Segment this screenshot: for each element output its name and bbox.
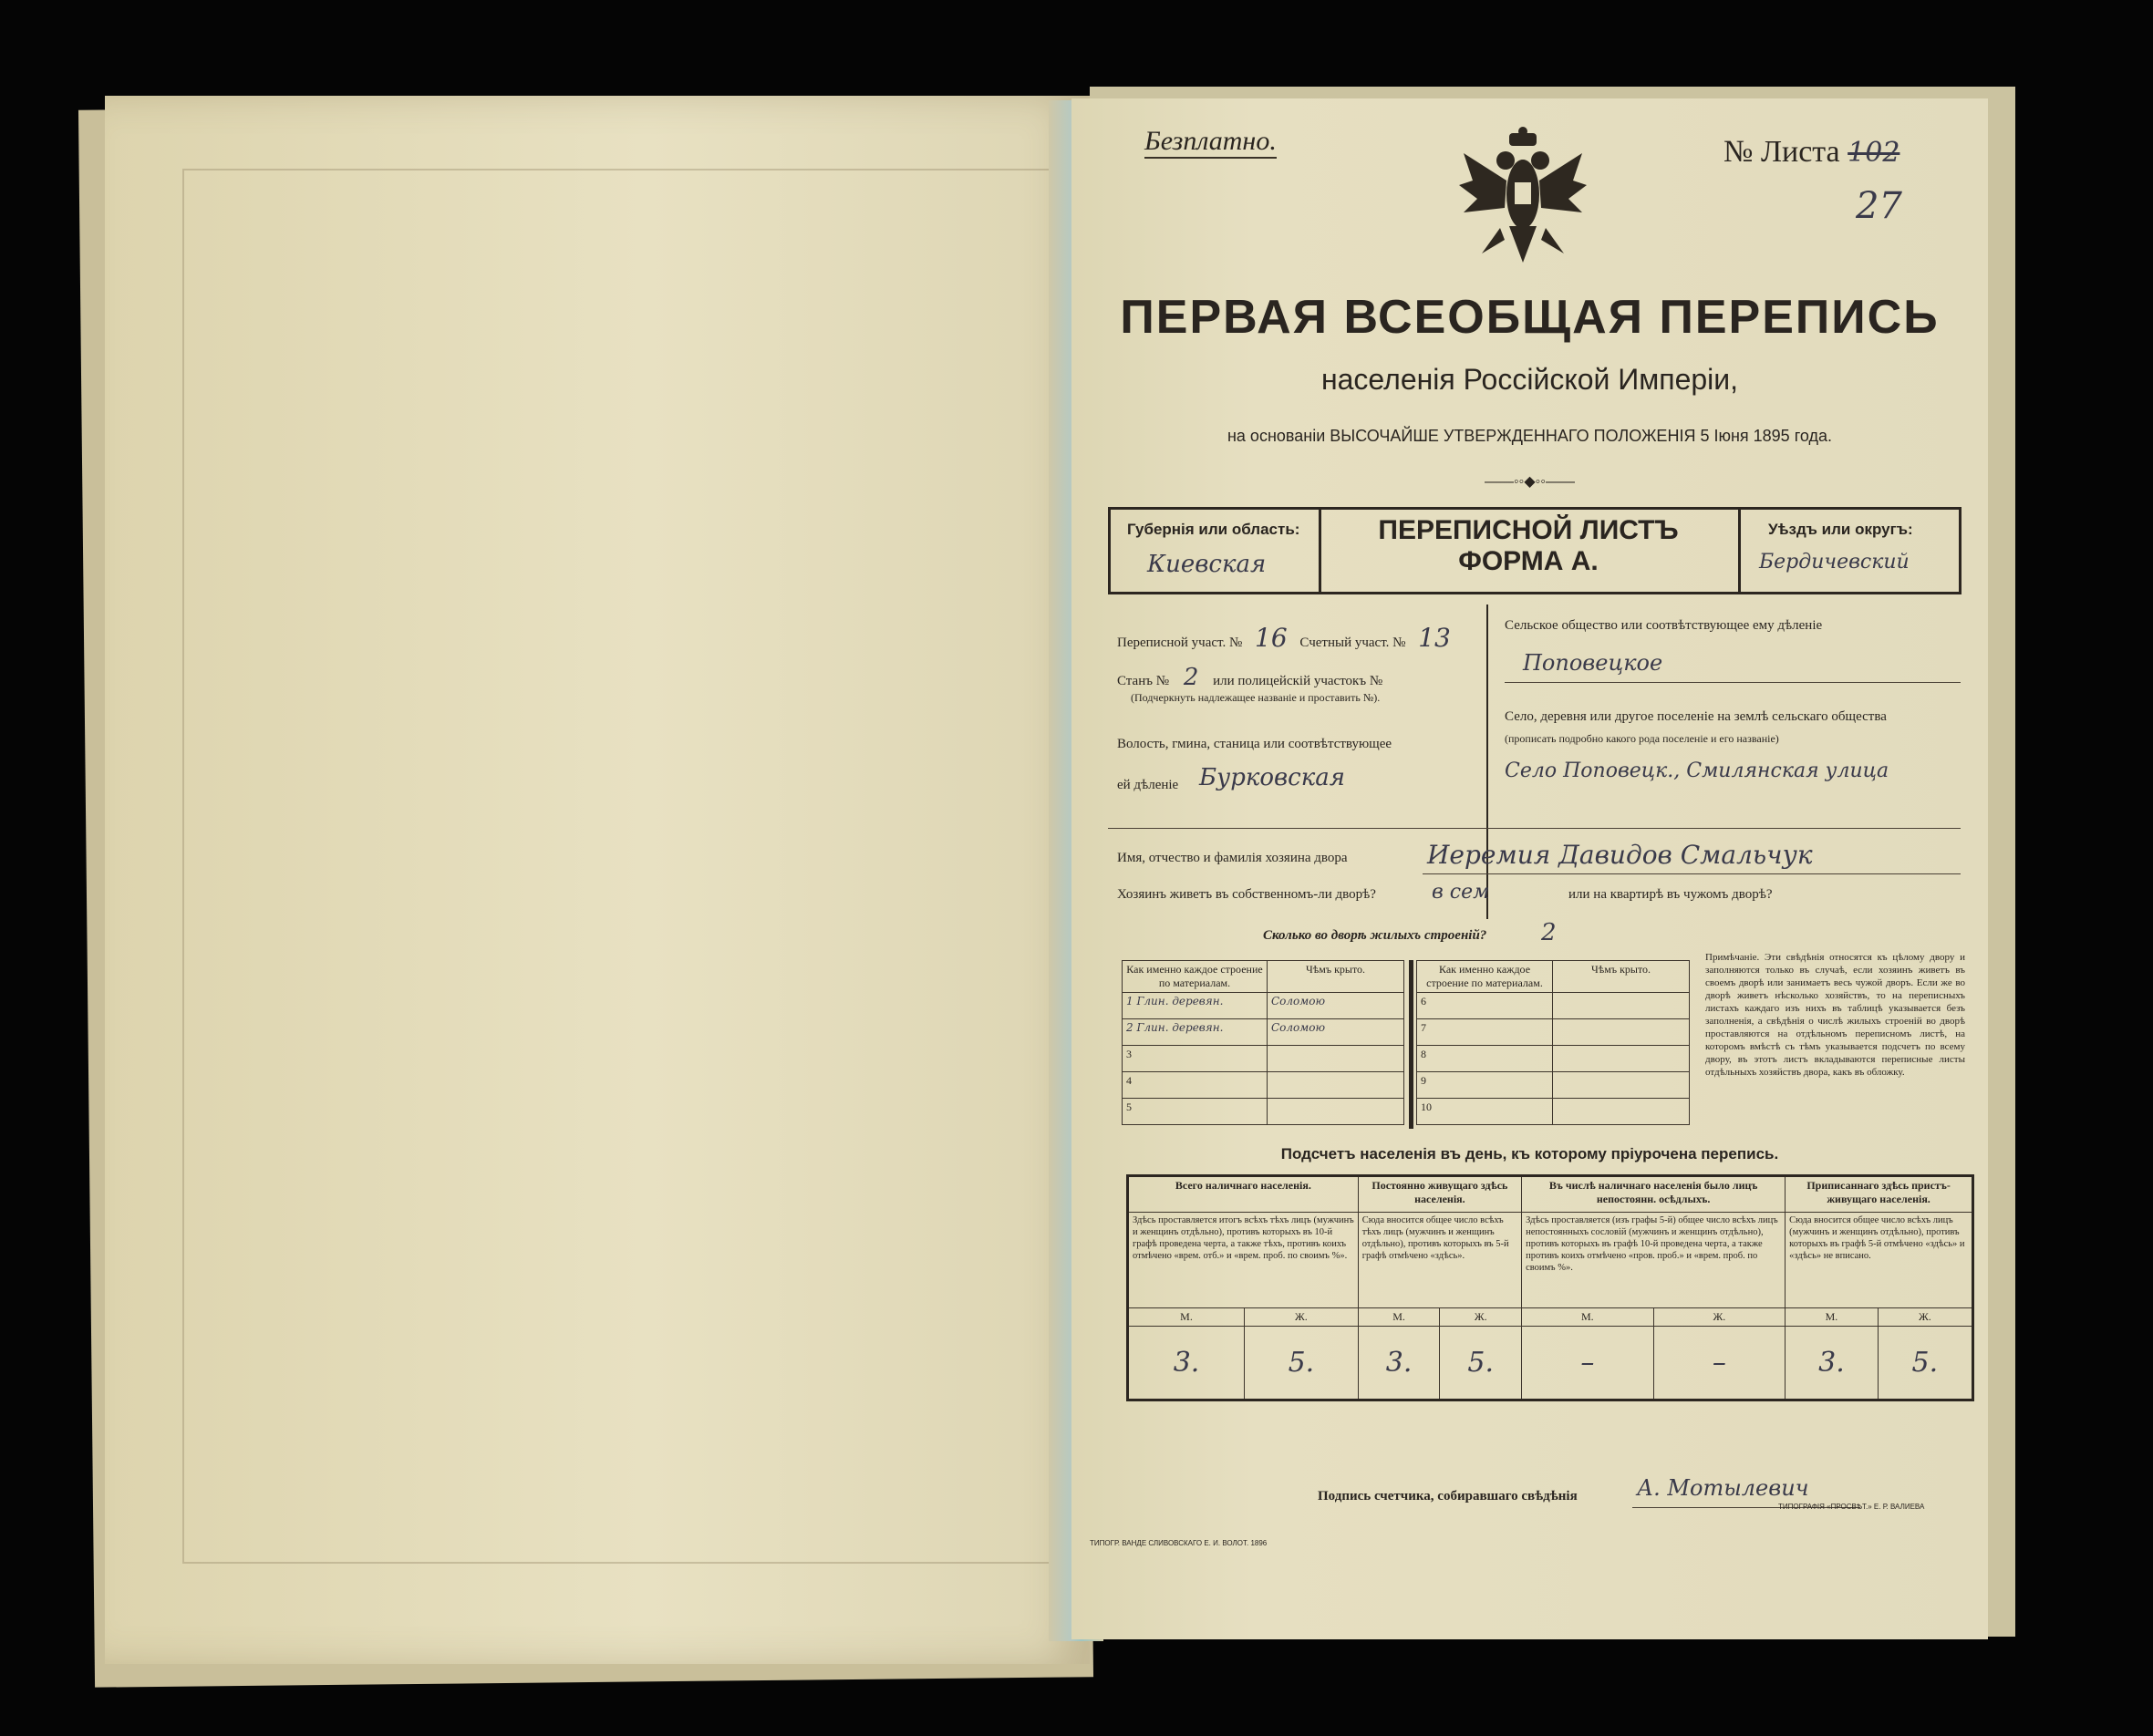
- male-label: М.: [1522, 1308, 1654, 1327]
- buildings-col-roof-right: Чѣмъ крыто.: [1553, 961, 1690, 993]
- society-label: Сельское общество или соотвѣтствующее ему дѣленіе: [1505, 618, 1823, 633]
- volost-label-2: ей дѣленіе: [1117, 778, 1179, 792]
- imperial-eagle-emblem: [1454, 126, 1591, 272]
- free-label: Безплатно.: [1144, 126, 1277, 159]
- left-page-frame: [182, 169, 1053, 1564]
- female-count: 5.: [1245, 1327, 1359, 1400]
- owner-lives-value: в сем: [1432, 881, 1490, 904]
- count-section-label: Счетный участ. №: [1299, 636, 1406, 650]
- village-note: (прописать подробно какого рода поселеніе и его названіе): [1505, 732, 1779, 745]
- buildings-label: Сколько во дворѣ жилыхъ строеній?: [1263, 928, 1487, 943]
- signature-label: Подпись счетчика, собиравшаго свѣдѣнія: [1318, 1489, 1578, 1504]
- male-count: 3.: [1786, 1327, 1879, 1400]
- owner-name-label: Имя, отчество и фамилія хозяина двора: [1117, 851, 1348, 865]
- summary-heading: Подсчетъ населенія въ день, къ которому пріурочена перепись.: [1280, 1145, 1779, 1162]
- village-value: Село Поповецк., Смилянская улица: [1505, 760, 1889, 782]
- building-row: 9: [1417, 1072, 1690, 1099]
- stan-value: 2: [1183, 664, 1199, 691]
- male-count: 3.: [1128, 1327, 1245, 1400]
- form-title-line1: ПЕРЕПИСНОЙ ЛИСТЪ: [1378, 515, 1679, 545]
- building-row: 10: [1417, 1099, 1690, 1125]
- female-count: –: [1653, 1327, 1786, 1400]
- divider-ornament: ——◦◦◆◦◦——: [1485, 474, 1575, 490]
- left-blank-page: [105, 96, 1090, 1664]
- census-section-label: Переписной участ. №: [1117, 636, 1243, 650]
- volost-label: Волость, гмина, станица или соотвѣтствующее: [1117, 737, 1392, 751]
- male-count: 3.: [1358, 1327, 1440, 1400]
- buildings-value: 2: [1541, 919, 1557, 946]
- owner-name-value: Иеремия Давидов Смальчук: [1427, 840, 1813, 870]
- male-label: М.: [1128, 1308, 1245, 1327]
- summary-col-desc: Здѣсь проставляется (изъ графы 5-й) общее число всѣхъ лицъ непостоянныхъ сословій (мужчинъ и женщинъ отдѣльно), противъ которыхъ въ графѣ 10-й проведена черта, а также противъ коихъ отмѣчено «пров. проб.» и «врем. проб. по своимъ %».: [1522, 1213, 1786, 1308]
- summary-col-desc: Сюда вносится общее число всѣхъ лицъ (мужчинъ и женщинъ отдѣльно), противъ которыхъ въ графѣ 5-й отмѣчено «здѣсь» и «здѣсь» не вписано.: [1786, 1213, 1973, 1308]
- population-summary-table: [1126, 1174, 1974, 1401]
- building-row: 1 Глин. деревян. Соломою: [1123, 993, 1404, 1019]
- count-section-value: 13: [1418, 623, 1451, 653]
- owner-lives-label: Хозяинъ живетъ въ собственномъ-ли дворѣ?: [1117, 887, 1376, 902]
- female-count: 5.: [1878, 1327, 1972, 1400]
- census-section-value: 16: [1255, 623, 1288, 653]
- building-row: 6: [1417, 993, 1690, 1019]
- location-bottom-line: [1108, 828, 1961, 829]
- female-label: Ж.: [1440, 1308, 1522, 1327]
- male-label: М.: [1358, 1308, 1440, 1327]
- province-value: Киевская: [1147, 551, 1267, 578]
- buildings-col-roof: Чѣмъ крыто.: [1268, 961, 1404, 993]
- sheet-number-old: 102: [1848, 137, 1900, 169]
- form-title-cell: [1319, 510, 1738, 592]
- village-label: Село, деревня или другое поселеніе на землѣ сельскаго общества: [1505, 709, 1887, 724]
- buildings-col-name: Как именно каждое строение по материалам.: [1123, 961, 1268, 993]
- buildings-table-left: [1122, 960, 1404, 1125]
- owner-rent-label: или на квартирѣ въ чужомъ дворѣ?: [1568, 887, 1773, 902]
- summary-col-desc: Здѣсь проставляется итогъ всѣхъ тѣхъ лицъ (мужчинъ и женщинъ отдѣльно), противъ которыхъ въ 10-й графѣ проведена черта, а также тѣхъ, противъ коихъ отмѣчено «врем. отб.» и «врем. проб. по своимъ %».: [1128, 1213, 1359, 1308]
- female-label: Ж.: [1653, 1308, 1786, 1327]
- form-header-box: [1108, 507, 1962, 594]
- police-note: (Подчеркнуть надлежащее названіе и проставить №).: [1131, 691, 1381, 704]
- buildings-col-name-right: Как именно каждое строение по материалам.: [1417, 961, 1553, 993]
- census-form-page: [1071, 98, 1988, 1639]
- census-section-row: [1117, 623, 1451, 653]
- form-subtitle: населенія Россійской Имперіи,: [1320, 363, 1739, 396]
- building-row: 8: [1417, 1046, 1690, 1072]
- building-row: 5: [1123, 1099, 1404, 1125]
- female-label: Ж.: [1878, 1308, 1972, 1327]
- printer-imprint-left: ТИПОГР. ВАНДЕ СЛИВОВСКАГО Е. И. ВОЛОТ. 1896: [1090, 1539, 1268, 1547]
- sheet-number-block: [1723, 135, 1899, 170]
- volost-value: Бурковская: [1199, 764, 1345, 791]
- stan-row: [1117, 664, 1382, 691]
- buildings-table-separator: [1409, 960, 1413, 1129]
- province-label: Губернія или область:: [1127, 521, 1300, 538]
- male-label: М.: [1786, 1308, 1879, 1327]
- building-row: 4: [1123, 1072, 1404, 1099]
- form-main-title: ПЕРВАЯ ВСЕОБЩАЯ ПЕРЕПИСЬ: [1120, 291, 1940, 344]
- summary-col-title: Постоянно живущаго здѣсь населенія.: [1358, 1176, 1521, 1213]
- sheet-number-label: № Листа: [1723, 135, 1840, 169]
- summary-col-desc: Сюда вносится общее число всѣхъ тѣхъ лицъ (мужчинъ и женщинъ отдѣльно), противъ которыхъ въ 5-й графѣ отмѣчено «здѣсь».: [1358, 1213, 1521, 1308]
- buildings-note: Примѣчаніе. Эти свѣдѣнія относятся къ цѣлому двору и заполняются только въ случаѣ, если хозяинъ живетъ въ своемъ дворѣ или занимаетъ весь чужой дворъ. Если же во дворѣ живетъ нѣсколько хозяйствъ, то на переписныхъ листахъ каждаго изъ нихъ въ таблицѣ указывается безъ заполненія, а свѣдѣнія о числѣ жилыхъ строеній во дворѣ проставляются на отдѣльномъ переписномъ листѣ, на которомъ вмѣстѣ съ тѣмъ указывается подсчетъ по всему двору, въ этотъ листъ вкладываются переписные листы отдѣльныхъ хозяйствъ двора, какъ въ обложку.: [1705, 952, 1965, 1078]
- female-label: Ж.: [1245, 1308, 1359, 1327]
- province-cell: [1111, 510, 1321, 592]
- district-cell: [1738, 510, 1956, 592]
- society-underline: [1505, 682, 1961, 683]
- form-title-line2: ФОРМА А.: [1458, 546, 1599, 576]
- building-row: 7: [1417, 1019, 1690, 1046]
- female-count: 5.: [1440, 1327, 1522, 1400]
- district-value: Бердичевский: [1759, 551, 1910, 574]
- form-basis: на основаніи ВЫСОЧАЙШЕ УТВЕРЖДЕННАГО ПОЛОЖЕНІЯ 5 Іюня 1895 года.: [1227, 427, 1832, 445]
- building-row: 3: [1123, 1046, 1404, 1072]
- stan-label: Станъ №: [1117, 674, 1170, 688]
- police-label: или полицейскій участокъ №: [1213, 674, 1383, 688]
- owner-name-underline: [1423, 873, 1961, 874]
- location-divider: [1486, 604, 1488, 919]
- male-count: –: [1522, 1327, 1654, 1400]
- summary-col-title: Приписаннаго здѣсь пристъ-живущаго населенія.: [1786, 1176, 1973, 1213]
- printer-imprint-right: ТИПОГРАФІЯ «ПРОСВѢТ.» Е. Р. ВАЛИЕВА: [1778, 1503, 1925, 1511]
- building-row: 2 Глин. деревян. Соломою: [1123, 1019, 1404, 1046]
- signature-value: А. Мотылевич: [1637, 1475, 1809, 1501]
- society-value: Поповецкое: [1523, 650, 1663, 676]
- summary-col-title: Всего наличнаго населенія.: [1128, 1176, 1359, 1213]
- summary-col-title: Въ числѣ наличнаго населенія было лицъ непостоянн. осѣдлыхъ.: [1522, 1176, 1786, 1213]
- district-label: Уѣздъ или округъ:: [1768, 521, 1913, 538]
- sheet-number-new: 27: [1856, 185, 1902, 227]
- buildings-table-right: [1416, 960, 1690, 1125]
